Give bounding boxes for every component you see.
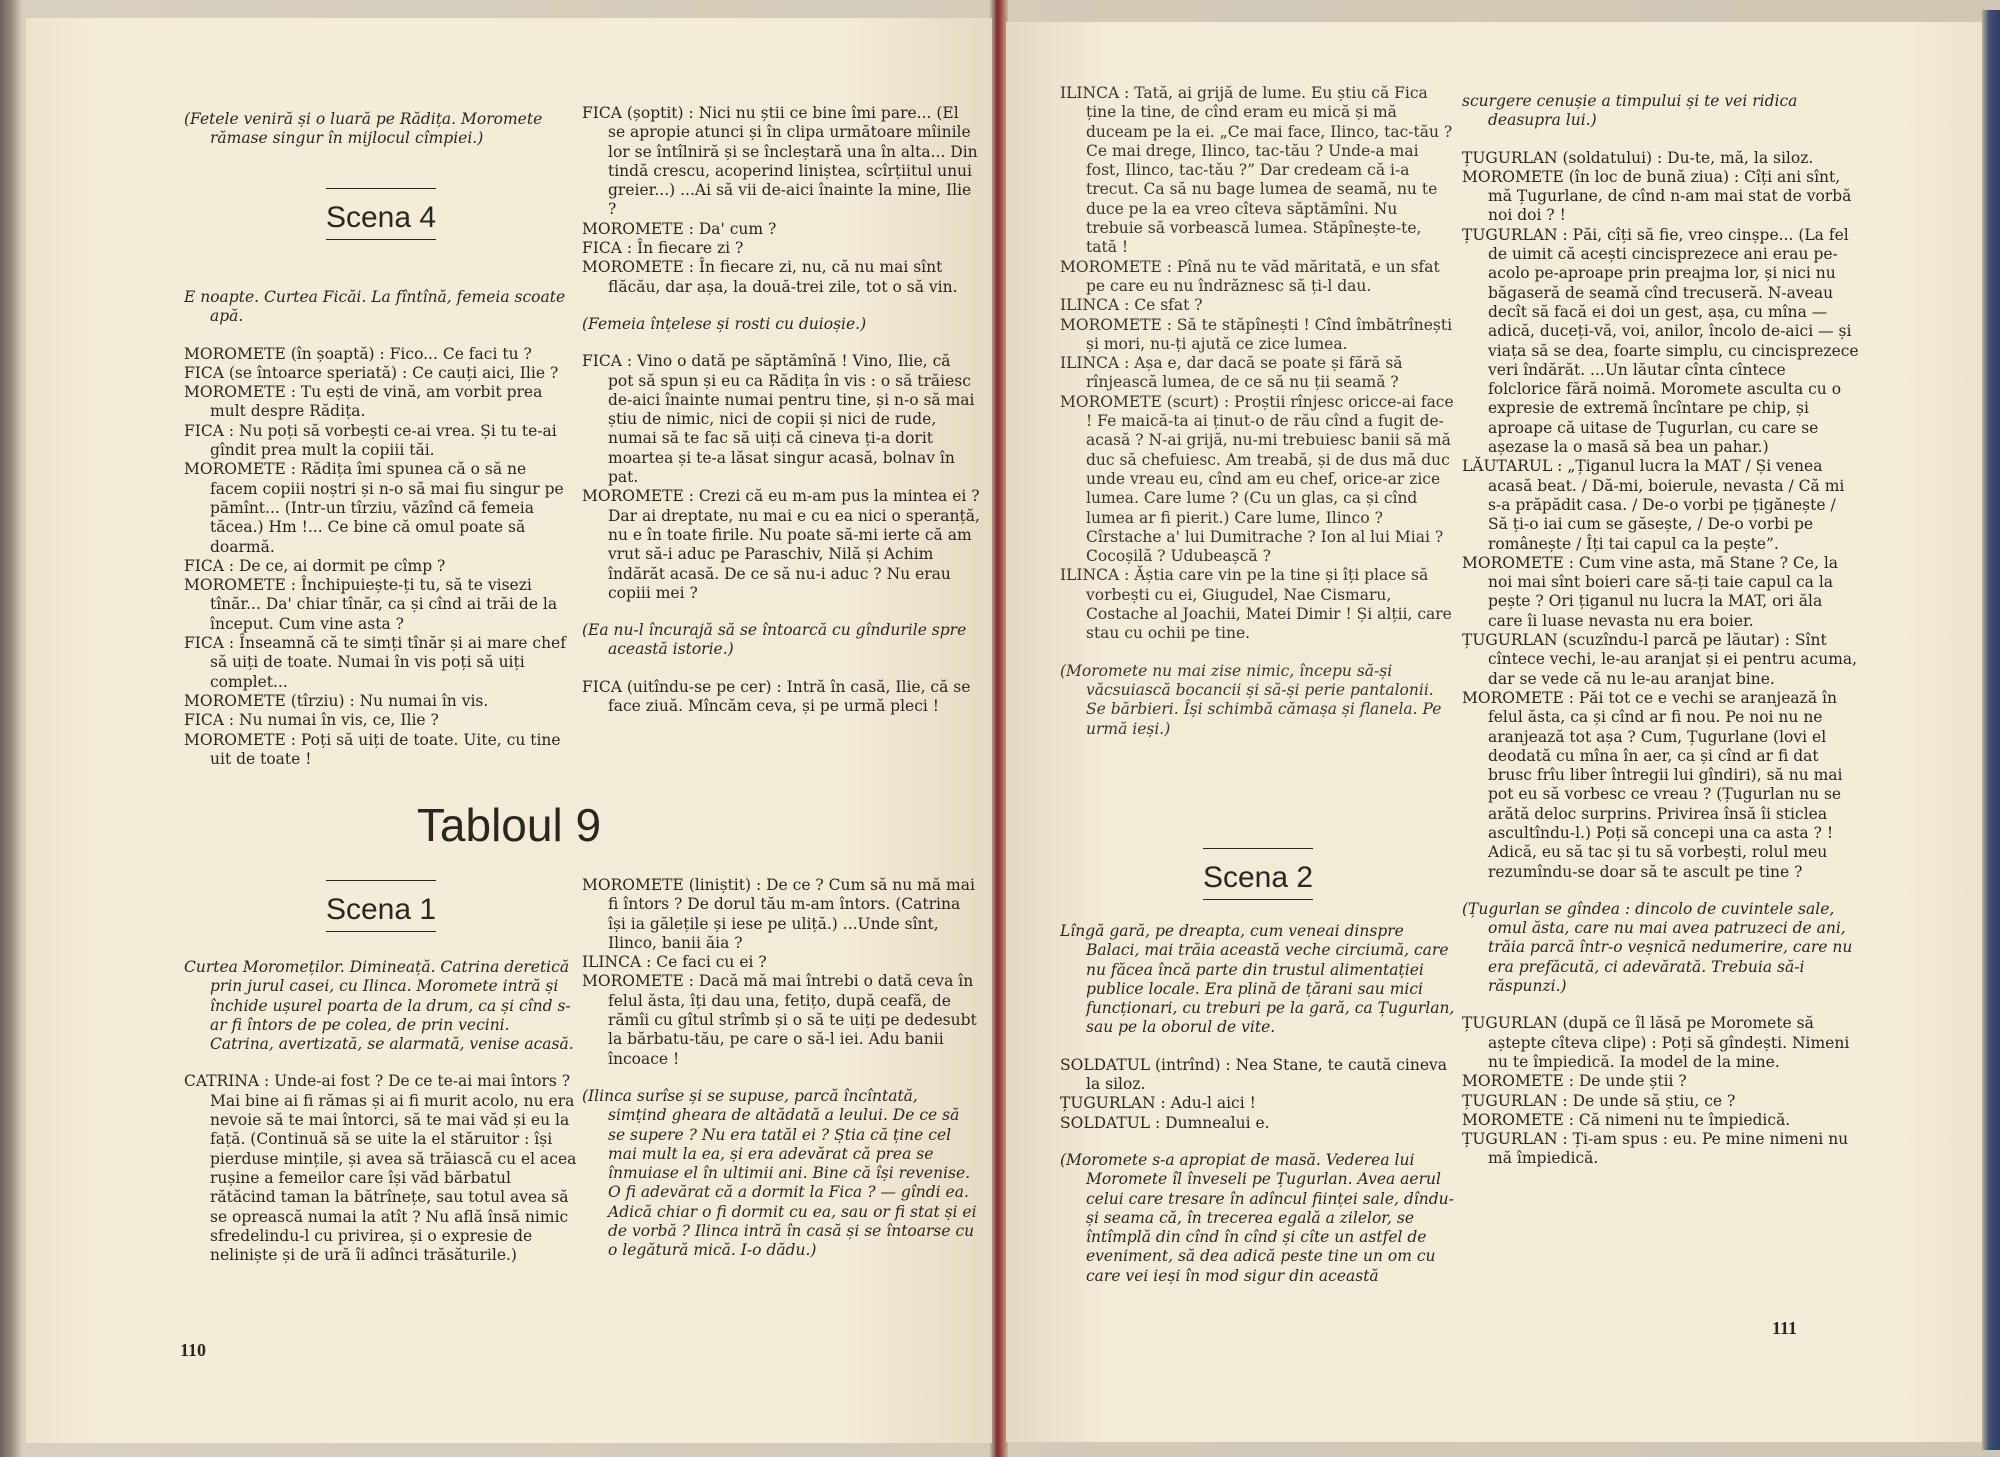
dialogue-line: FICA (șoptit) : Nici nu știi ce bine îmi pare... (El se apropie atunci și în clipa următoare mîinile lor se întîlniră și se încleștară una în alta... Din tindă crescu, acoperind liniștea, scîrțiitul unui greier...) ...Ai să vii de-aici înainte la mine, Ilie ? [582,104,978,219]
dialogue-line: MOROMETE : Poți să uiți de toate. Uite, cu tine uit de toate ! [184,730,561,768]
dialogue-line: MOROMETE : Tu ești de vină, am vorbit prea mult despre Rădița. [184,383,543,421]
stage-direction: E noapte. Curtea Ficăi. La fîntînă, femeia scoate apă. [184,288,566,326]
dialogue-line: ȚUGURLAN : Adu-l aici ! [1060,1094,1256,1113]
stage-direction: (Fetele veniră și o luară pe Rădița. Moromete rămase singur în mijlocul cîmpiei.) [184,110,543,148]
dialogue-line: MOROMETE (liniștit) : De ce ? Cum să nu mă mai fi întors ? De dorul tău m-am întors. (Catrina își ia gălețile și iese pe uliță.) ...Unde sînt, Ilinco, banii ăia ? [582,876,975,952]
dialogue-line: MOROMETE : Dacă mă mai întrebi o dată ceva în felul ăsta, îți dau una, fetițo, după ceafă, de rămîi cu gîtul strîmb și o să te uiți pe dedesubt la bărbatu-tău, pe care o să-l iei. Adu banii încoace ! [582,972,977,1068]
dialogue-line: MOROMETE : Crezi că eu m-am pus la mintea ei ? Dar ai dreptate, nu mai e cu ea nici o speranță, nu e în toate firile. Nu poate să-mi ierte că am vrut să-i aduc pe Paraschiv, Nilă și Achim îndărăt acasă. De ce să nu-i aduc ? Nu erau copiii mei ? [582,487,980,602]
dialogue-line: MOROMETE : Rădița îmi spunea că o să ne facem copiii noștri și n-o să mai fiu singur pe pămînt... (Intr-un tîrziu, văzînd că femeia tăcea.) Hm !... Ce bine că omul poate să doarmă. [184,460,564,556]
stage-direction: scurgere cenușie a timpului și te vei ridica deasupra lui.) [1462,92,1798,130]
right-col1-top [1060,84,1456,739]
dialogue-line: MOROMETE : Închipuiește-ți tu, să te visezi tînăr... Da' chiar tînăr, ca și cînd ai trăi de la început. Cum vine asta ? [184,576,558,633]
dialogue-line: MOROMETE : Păi tot ce e vechi se aranjează în felul ăsta, ca și cînd ar fi nou. Pe noi nu ne aranjează tot așa ? Cum, Țugurlane (lovi el deodată cu mîna în aer, ca și cînd ar fi dat brusc frîu liber întregii lui gîndiri), să nu mai pot eu să vorbesc ce vreau ? (Țugurlan nu se arătă deloc surprins. Privirea însă îi sticlea ascultîndu-l.) Poți să concepi una ca asta ? ! Adică, eu să tac și tu să vorbești, rolul meu rezumîndu-se doar să te ascult pe tine ? [1462,688,1843,881]
dialogue-line: ȚUGURLAN : De unde să știu, ce ? [1462,1091,1736,1110]
heading-rule [326,880,436,881]
right-page [1006,22,1982,1442]
left-col2-top [582,104,980,716]
dialogue-line: ȚUGURLAN (după ce îl lăsă pe Moromete să aștepte cîteva clipe) : Poți să gîndești. Nimeni nu te împiedică. Ia model de la mine. [1462,1014,1850,1071]
dialogue-line: ILINCA : Tată, ai grijă de lume. Eu știu că Fica ține la tine, de cînd eram eu mică și mă duceam pe la ei. „Ce mai face, Ilinco, tac-tău ? Ce mai drege, Ilinco, tac-tău ? Unde-a mai fost, Ilinco, tac-tău ?” Dar credeam că i-a trecut. Ca să nu bage lumea de seamă, nu te duce pe la ea vreo cîteva săptămîni. Nu trebuie să vorbească lumea. Stăpînește-te, tată ! [1060,84,1453,257]
dialogue-line: ILINCA : Ce faci cu ei ? [582,953,767,972]
heading-rule [1203,848,1313,849]
left-col1-bottom [184,958,578,1265]
stage-direction: (Țugurlan se gîndea : dincolo de cuvintele sale, omul ăsta, care nu mai avea patruzeci de ani, trăia parcă într-o veșnică nedumerire, care nu era prefăcută, ci adevărată. Trebuia să-i răspunzi.) [1462,899,1853,996]
dialogue-line: ȚUGURLAN (soldatului) : Du-te, mă, la siloz. [1462,148,1814,167]
dialogue-line: FICA : Nu poți să vorbești ce-ai vrea. Și tu te-ai gîndit prea mult la copiii tăi. [184,421,557,460]
dialogue-line: FICA : În fiecare zi ? [582,239,744,258]
stage-direction: (Moromete s-a apropiat de masă. Vederea lui Moromete îl înveseli pe Țugurlan. Avea aerul celui care tresare în adîncul ființei sale, dîndu-și seama că, în trecerea egală a zilelor, se întîmplă din cînd în cînd și cîte un astfel de eveniment, să dea adică peste tine un om cu care vei ieși în mod sigur din această [1060,1150,1454,1285]
dialogue-line: CATRINA : Unde-ai fost ? De ce te-ai mai întors ? Mai bine ai fi rămas și ai fi murit acolo, nu era nevoie să te mai întorci, să te mai văd și eu la față. (Continuă să se uite la el stăruitor : își pierduse mințile, și avea să trăiască cu el acea rușine a femeilor care își văd bărbatul rătăcind taman la bătrînețe, sau totul avea să se oprească numai la atît ? Nu află însă nimic sfredelindu-l cu privirea, și o expresie de neliniște și de ură îi adînci trăsăturile.) [184,1072,577,1265]
dialogue-line: MOROMETE : Cum vine asta, mă Stane ? Ce, la noi mai sînt boieri care să-ți taie capul ca la pește ? Ori țiganul nu lucra la MAT, ori ăla care îi luase nevasta nu era boier. [1462,553,1839,630]
scene4-heading [184,188,578,240]
heading-rule [326,931,436,932]
stage-direction: (Ea nu-l încurajă să se întoarcă cu gîndurile spre această istorie.) [582,621,967,659]
dialogue-line: SOLDATUL : Dumnealui e. [1060,1113,1270,1132]
dialogue-line: FICA (uitîndu-se pe cer) : Intră în casă, Ilie, că se face ziuă. Mîncăm ceva, și pe urmă pleci ! [582,677,971,716]
stage-direction: (Femeia înțelese și rosti cu duioșie.) [582,314,867,333]
dialogue-line: MOROMETE (în șoaptă) : Fico... Ce faci tu ? [184,344,532,363]
page-number-right: 111 [1772,1318,1798,1338]
dialogue-line: MOROMETE : Să te stăpînești ! Cînd îmbătrînești și mori, nu-ți ajută ce zice lumea. [1060,315,1453,353]
left-col1-middle [184,270,578,769]
dialogue-line: ILINCA : Ăștia care vin pe la tine și îți place să vorbești cu ei, Giugudel, Nae Cismaru, Costache al Joachii, Matei Dimir ! Și alții, care stau cu ochii pe tine. [1060,566,1452,643]
stage-direction: Lîngă gară, pe dreapta, cum veneai dinspre Balaci, mai trăia această veche circiumă, care nu făcea încă parte din trustul alimentației publice locale. Era plină de țărani sau mici funcționari, cu treburi pe la gară, ca Țugurlan, sau pe la oborul de vite. [1060,922,1455,1037]
dialogue-line: ILINCA : Ce sfat ? [1060,296,1203,315]
scene1-heading [184,880,578,932]
tablou-title: Tabloul 9 [416,799,602,851]
dialogue-line: SOLDATUL (intrînd) : Nea Stane, te caută cineva la siloz. [1060,1055,1448,1094]
stage-direction: (Ilinca surîse și se supuse, parcă încîntată, simțind gheara de altădată a leului. De ce să se supere ? Nu era tatăl ei ? Știa că ține cel mai mult la ea, și era adevărat că prea se înmuiase el în ultimii ani. Bine că își revenise. O fi adevărat că a dormit la Fica ? — gîndi ea. Adică chiar o fi dormit cu ea, sau or fi stat și ei de vorbă ? Ilinca intră în casă și se întoarse cu o legătură mică. I-o dădu.) [582,1086,977,1260]
dialogue-line: LĂUTARUL : „Țiganul lucra la MAT / Și venea acasă beat. / Dă-mi, boierule, nevasta / Că mi s-a prăpădit casa. / De-o vorbi pe țigănește / Să ți-o iai cum se găsește, / De-o vorbi pe românește / Îți tai capul ca la pește”. [1462,457,1845,553]
left-col2-bottom [582,876,980,1261]
scene2-title: Scena 2 [1202,861,1314,894]
stage-direction: Curtea Moromeților. Dimineață. Catrina deretică prin jurul casei, cu Ilinca. Moromete intră și închide ușurel poarta de la drum, ca și cînd s-ar fi întors de pe colea, de prin vecini. Catrina, avertizată, se alarmată, venise acasă. [184,958,574,1054]
dialogue-line: MOROMETE (în loc de bună ziua) : Cîți ani sînt, mă Țugurlane, de cînd n-am mai stat de vorbă noi doi ? ! [1462,167,1852,225]
dialogue-line: MOROMETE : Pînă nu te văd măritată, e un sfat pe care eu nu îndrăznesc să ți-l dau. [1060,257,1440,295]
heading-rule [1203,899,1313,900]
dialogue-line: FICA (se întoarce speriată) : Ce cauți aici, Ilie ? [184,363,559,382]
left-page [26,18,992,1443]
dialogue-line: ȚUGURLAN : Păi, cîți să fie, vreo cinșpe... (La fel de uimit că acești cincisprezece ani erau pe-acolo pe-aproape prin preajma lor, și nici nu băgaseră de seamă cînd trecuseră. N-aveau decît să facă ei doi un gest, așa, cu mîna — adică, duceți-vă, voi, anilor, încolo de-aici — și viața să se dea, foarte simplu, cu cincisprezece veri îndărăt. ...Un lăutar cînta cîntece folclorice fără noimă. Moromete asculta cu o expresie de extremă încîntare pe chip, și aproape că uitase de Țugurlan, cu care se așezase la o masă să bea un pahar.) [1462,225,1859,457]
scene1-title: Scena 1 [325,893,437,926]
right-col2 [1462,92,1860,1169]
book-cover-edge [1982,10,2000,1450]
heading-rule [326,188,436,189]
dialogue-line: MOROMETE (tîrziu) : Nu numai în vis. [184,691,489,710]
heading-rule [326,239,436,240]
dialogue-line: MOROMETE : În fiecare zi, nu, că nu mai sînt flăcău, dar așa, la două-trei zile, tot o să vin. [582,258,958,296]
dialogue-line: ȚUGURLAN : Ți-am spus : eu. Pe mine nimeni nu mă împiedică. [1462,1130,1849,1168]
dialogue-line: MOROMETE (scurt) : Proștii rînjesc oricce-ai face ! Fe maică-ta ai ținut-o de rău cînd a fugit de-acasă ? N-ai grijă, nu-mi trebuiesc banii să mă duc să chefuiesc. Am treabă, și de dus mă duc unde vreau eu, cînd am eu chef, orice-ar zice lumea. Care lume ? (Cu un glas, ca și cînd lumea ar fi pierit.) Care lume, Ilinco ? Cîrstache a' lui Dumitrache ? Ion al lui Miai ? Cocoșilă ? Udubeașcă ? [1060,392,1454,566]
left-col1-top [184,110,578,149]
dialogue-line: MOROMETE : Că nimeni nu te împiedică. [1462,1110,1791,1129]
right-col1-bottom [1060,922,1456,1286]
scene4-title: Scena 4 [325,201,437,234]
dialogue-line: MOROMETE : Da' cum ? [582,219,777,238]
dialogue-line: ILINCA : Așa e, dar dacă se poate și fără să rînjească lumea, de ce să nu ții seamă ? [1060,354,1403,392]
dialogue-line: FICA : De ce, ai dormit pe cîmp ? [184,556,446,575]
dialogue-line: FICA : Înseamnă că te simți tînăr și ai mare chef să uiți de toate. Numai în vis poți să uiți complet... [184,634,566,691]
dialogue-line: ȚUGURLAN (scuzîndu-l parcă pe lăutar) : Sînt cîntece vechi, le-au aranjat și ei pentru acuma, dar se vede că nu le-au aranjat bine. [1462,631,1858,688]
dialogue-line: FICA : Nu numai în vis, ce, Ilie ? [184,711,439,730]
page-number-left: 110 [180,1340,207,1360]
stage-direction: (Moromete nu mai zise nimic, începu să-și văcsuiască bocancii și să-și perie pantalonii. Se bărbieri. Își schimbă cămașa și flanela. Pe urmă ieși.) [1060,661,1442,738]
dialogue-line: FICA : Vino o dată pe săptămînă ! Vino, Ilie, că pot să spun și eu ca Rădița în vis : o să trăiesc de-aici înainte numai pentru tine, și n-o să mai știu de nimic, nici de copii și nici de rude, numai să te fac să uiți că cineva ți-a dorit moartea și te-a lăsat singur acasă, bolnav în pat. [582,352,975,487]
dialogue-line: MOROMETE : De unde știi ? [1462,1072,1687,1091]
scene2-heading [1060,848,1456,900]
